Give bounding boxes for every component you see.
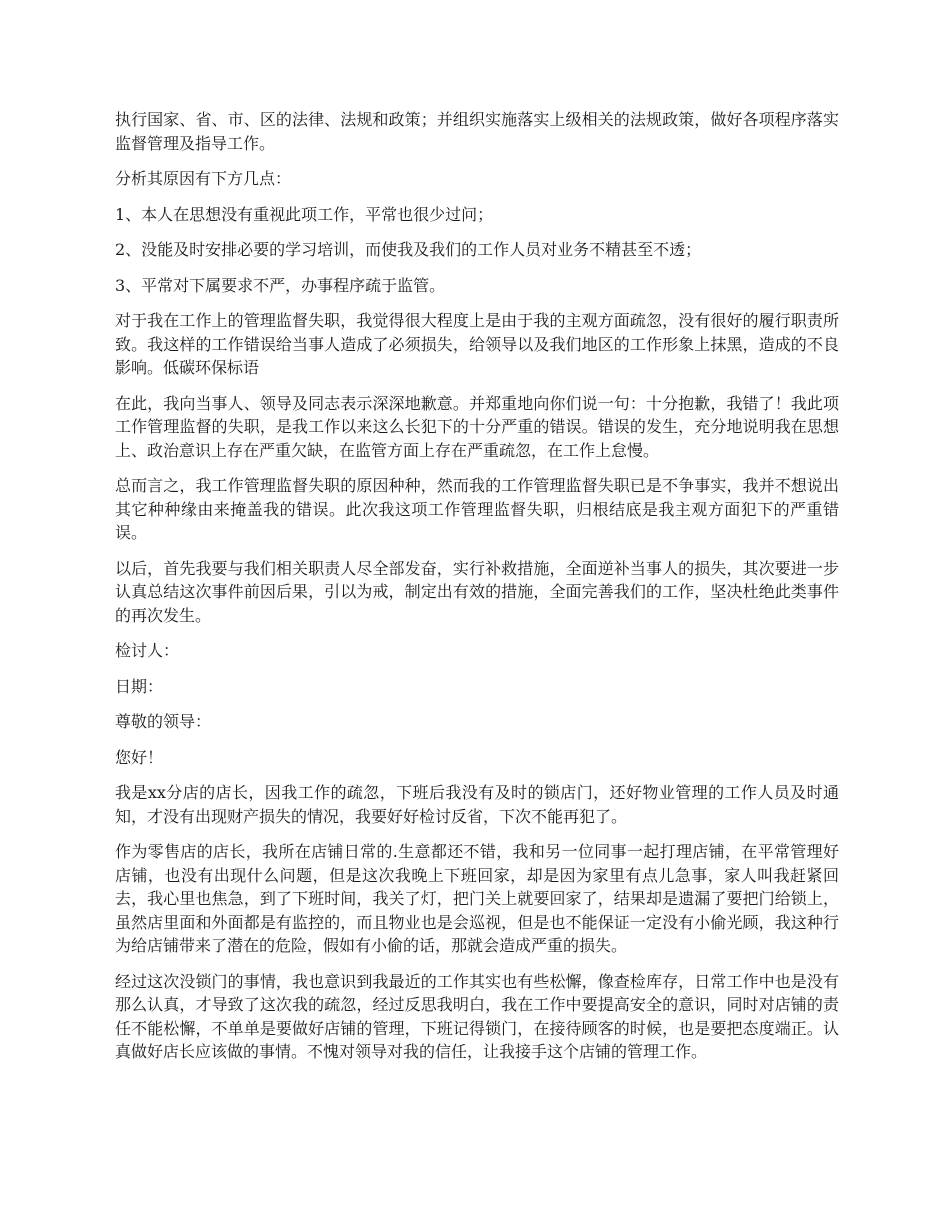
paragraph-reflection: 经过这次没锁门的事情，我也意识到我最近的工作其实也有些松懈，像查检库存，日常工作中也是没有那么认真，才导致了这次我的疏忽，经过反思我明白，我在工作中要提高安全的意识，同时对店铺的责任不能松懈，不单单是要做好店铺的管理，下班记得锁门，在接待顾客的时候，也是要把态度端正。认真做好店长应该做的事情。不愧对领导对我的信任，让我接手这个店铺的管理工作。 <box>115 971 839 1061</box>
paragraph-apology: 在此，我向当事人、领导及同志表示深深地歉意。并郑重地向你们说一句：十分抱歉，我错了！我此项工作管理监督的失职，是我工作以来这么长犯下的十分严重的错误。错误的发生，充分地说明我在思想上、政治意识上存在严重欠缺，在监管方面上存在严重疏忽，在工作上怠慢。 <box>115 393 839 460</box>
signature-line: 检讨人： <box>115 641 180 660</box>
paragraph-negligence: 对于我在工作上的管理监督失职，我觉得很大程度上是由于我的主观方面疏忽，没有很好的履行职责所致。我这样的工作错误给当事人造成了必须损失，给领导以及我们地区的工作形象上抹黑，造成的不良影响。低碳环保标语 <box>115 311 839 377</box>
paragraph-future-actions: 以后，首先我要与我们相关职责人尽全部发奋，实行补救措施，全面逆补当事人的损失，其次要进一步认真总结这次事件前因后果，引以为戒，制定出有效的措施，全面完善我们的工作，坚决杜绝此类事件的再次发生。 <box>115 558 839 625</box>
paragraph-reasons-intro: 分析其原因有下方几点： <box>115 169 292 188</box>
salutation: 尊敬的领导： <box>115 712 212 731</box>
paragraph-reason-2: 2、没能及时安排必要的学习培训，而使我及我们的工作人员对业务不精甚至不透； <box>115 240 702 259</box>
paragraph-store-incident: 我是xx分店的店长，因我工作的疏忽，下班后我没有及时的锁店门，还好物业管理的工作人员及时通知，才没有出现财产损失的情况，我要好好检讨反省，下次不能再犯了。 <box>115 783 839 826</box>
date-line: 日期： <box>115 676 164 696</box>
paragraph-summary: 总而言之，我工作管理监督失职的原因种种，然而我的工作管理监督失职已是不争事实，我并不想说出其它种种缘由来掩盖我的错误。此次我这项工作管理监督失职，归根结底是我主观方面犯下的严重错误。 <box>115 476 839 542</box>
greeting: 您好！ <box>115 747 164 767</box>
document-body <box>115 108 839 1076</box>
paragraph-reason-1: 1、本人在思想没有重视此项工作，平常也很少过问； <box>115 204 494 224</box>
paragraph-policy-duty: 执行国家、省、市、区的法律、法规和政策；并组织实施落实上级相关的法规政策，做好各项程序落实监督管理及指导工作。 <box>115 110 839 153</box>
paragraph-reason-3: 3、平常对下属要求不严，办事程序疏于监管。 <box>115 275 446 295</box>
paragraph-store-details: 作为零售店的店长，我所在店铺日常的.生意都还不错，我和另一位同事一起打理店铺，在平常管理好店铺，也没有出现什么问题，但是这次我晚上下班回家，却是因为家里有点儿急事，家人叫我赶紧回去，我心里也焦急，到了下班时间，我关了灯，把门关上就要回家了，结果却是遗漏了要把门给锁上，虽然店里面和外面都是有监控的，而且物业也是会巡视，但是也不能保证一定没有小偷光顾，我这种行为给店铺带来了潜在的危险，假如有小偷的话，那就会造成严重的损失。 <box>115 842 839 955</box>
